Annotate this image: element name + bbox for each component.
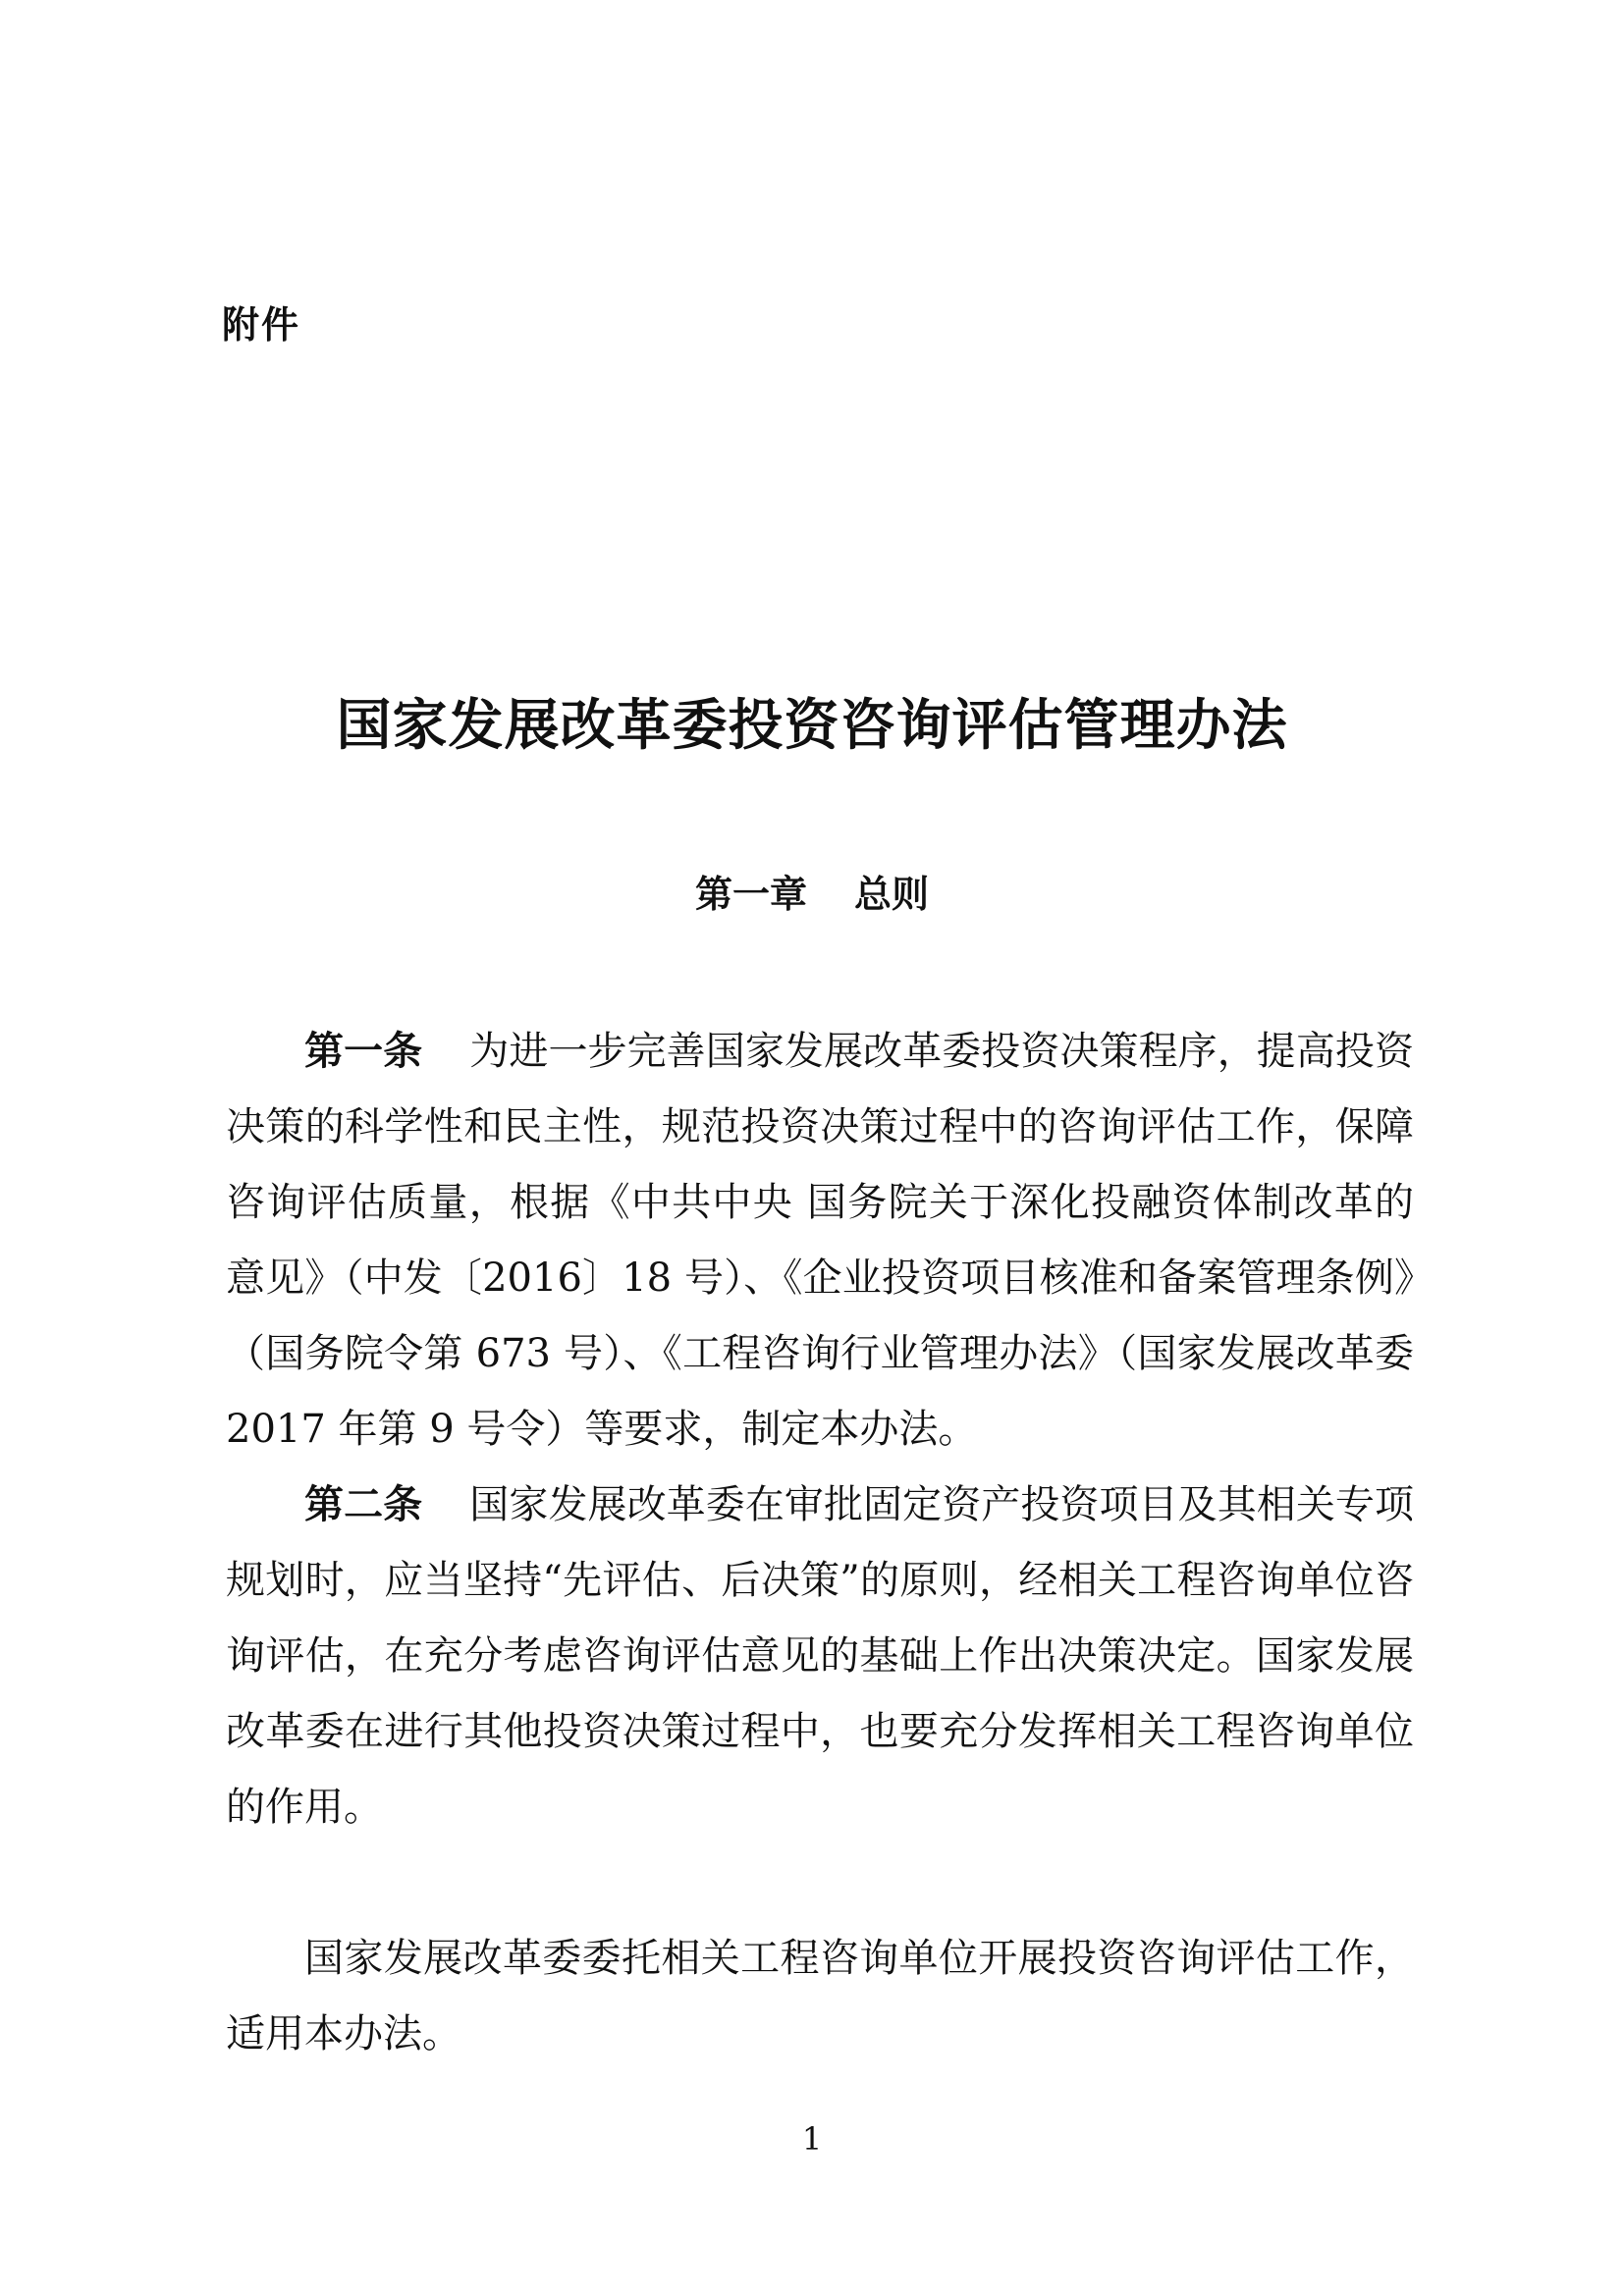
article-2-paragraph [226, 1468, 1414, 1845]
article-1 [226, 1014, 1414, 1468]
article-2-text: 国家发展改革委在审批固定资产投资项目及其相关专项规划时，应当坚持“先评估、后决策”的原则，经相关工程咨询单位咨询评估，在充分考虑咨询评估意见的基础上作出决策决定。国家发展改革委在进行其他投资决策过程中，也要充分发挥相关工程咨询单位的作用。 [226, 1482, 1415, 1830]
article-1-label: 第一条 [304, 1029, 423, 1074]
article-2-extra-paragraph: 国家发展改革委委托相关工程咨询单位开展投资咨询评估工作，适用本办法。 [226, 1936, 1414, 2056]
chapter-heading [0, 864, 1624, 918]
chapter-number: 第一章 [694, 873, 807, 916]
document-title: 国家发展改革委投资咨询评估管理办法 [336, 693, 1288, 758]
page-number: 1 [801, 2120, 823, 2158]
attachment-label: 附件 [222, 303, 301, 347]
chapter-name: 总则 [854, 873, 930, 916]
article-2-extra [226, 1921, 1414, 2072]
article-2 [226, 1468, 1414, 1845]
article-2-label: 第二条 [304, 1482, 423, 1527]
article-1-paragraph [226, 1014, 1414, 1468]
article-1-text: 为进一步完善国家发展改革委投资决策程序，提高投资决策的科学性和民主性，规范投资决策过程中的咨询评估工作，保障咨询评估质量，根据《中共中央 国务院关于深化投融资体制改革的意见》（中发〔2016〕18 号）、《企业投资项目核准和备案管理条例》（国务院令第 673 号）、《工程咨询行业管理办法》（国家发展改革委 2017 年第 9 号令）等要求，制定本办法。 [226, 1029, 1415, 1452]
